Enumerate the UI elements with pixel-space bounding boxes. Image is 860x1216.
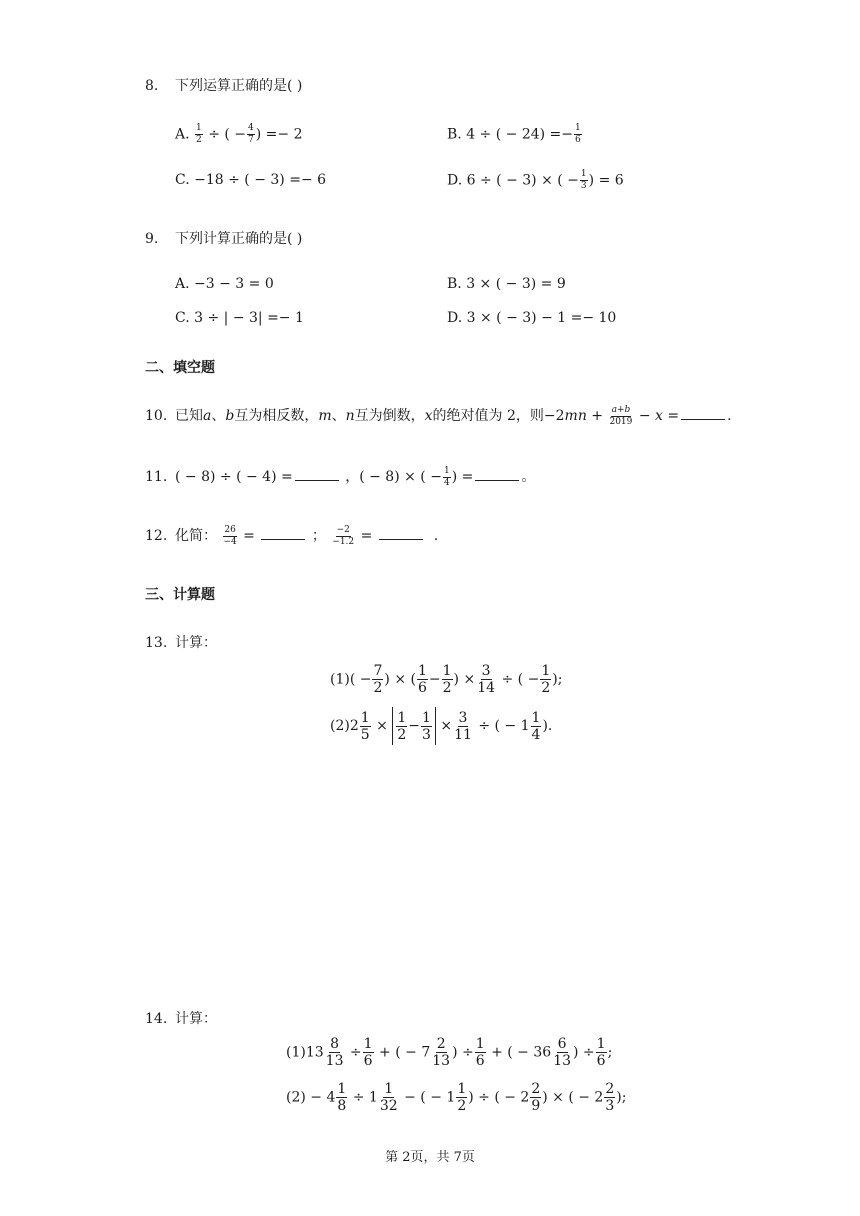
page-footer: 第 2页，共 7页 [385,1150,475,1165]
answer-blank-1[interactable] [295,466,339,481]
question-12: 12. 化简： $\frac{26}{-4}$ = ； $\frac{-2}{-1.2}$ = . [145,524,439,547]
question-14-part-1: (1)13 $\frac{8}{13}$ ÷ $\frac{1}{6}$ + ( − 7 $\frac{2}{13}$ ) ÷ $\frac{1}{6}$ + ( − 36 $\frac{6}{13}$ ) ÷ $\frac{1}{6}$ ; [286,1036,613,1069]
section-heading-fill-in: 二、填空题 [145,360,215,376]
question-10: 10. 已知a、b互为相反数，m、n互为倒数，x的绝对值为 2，则−2mn + $\frac{a+b}{2019}$ − x = . [145,404,732,427]
question-13-part-2: (2)2 $\frac{1}{5}$ × $\frac{1}{2}$ − $\frac{1}{3}$ × $\frac{3}{11}$ ÷ ( − 1 $\frac{1}{4}$ ). [330,707,552,745]
question-9-option-b: B. 3 × ( − 3) = 9 [447,276,566,292]
question-8-option-b: B. 4 ÷ ( − 24) =− $\frac{1}{6}$ [447,123,581,145]
question-8-stem: 8. 下列运算正确的是( ) [145,78,303,94]
section-heading-calculation: 三、计算题 [145,587,215,603]
question-14-part-2: (2) − 4 $\frac{1}{8}$ ÷ 1 $\frac{1}{32}$ − ( − 1 $\frac{1}{2}$ ) ÷ ( − 2 $\frac{2}{9}$ ) × ( − 2 $\frac{2}{3}$ ); [286,1081,627,1114]
question-8-option-d: D. 6 ÷ ( − 3) × ( − $\frac{1}{3}$ ) = 6 [447,169,624,191]
answer-blank[interactable] [681,405,725,420]
question-8-option-a: A. $\frac{1}{2}$ ÷ ( − $\frac{4}{7}$ ) =− 2 [175,123,303,145]
answer-blank-2[interactable] [379,525,423,540]
question-8-option-c: C. −18 ÷ ( − 3) =− 6 [175,172,327,188]
question-13-part-1: (1)( − $\frac{7}{2}$ ) × ( $\frac{1}{6}$ − $\frac{1}{2}$ ) × $\frac{3}{14}$ ÷ ( − $\frac{1}{2}$ ); [330,663,563,696]
question-13-stem: 13. 计算： [145,635,217,651]
question-8-text: 下列运算正确的是( ) [175,78,303,94]
answer-blank-2[interactable] [475,466,519,481]
question-14-stem: 14. 计算： [145,1011,217,1027]
answer-blank-1[interactable] [261,525,305,540]
question-11: 11. ( − 8) ÷ ( − 4) = ，( − 8) × ( − $\frac{1}{4}$ ) = 。 [145,465,536,488]
question-9-option-d: D. 3 × ( − 3) − 1 =− 10 [447,310,617,326]
question-9-option-c: C. 3 ÷ | − 3| =− 1 [175,310,304,326]
question-9-stem: 9. 下列计算正确的是( ) [145,231,303,247]
question-9-option-a: A. −3 − 3 = 0 [175,276,274,292]
